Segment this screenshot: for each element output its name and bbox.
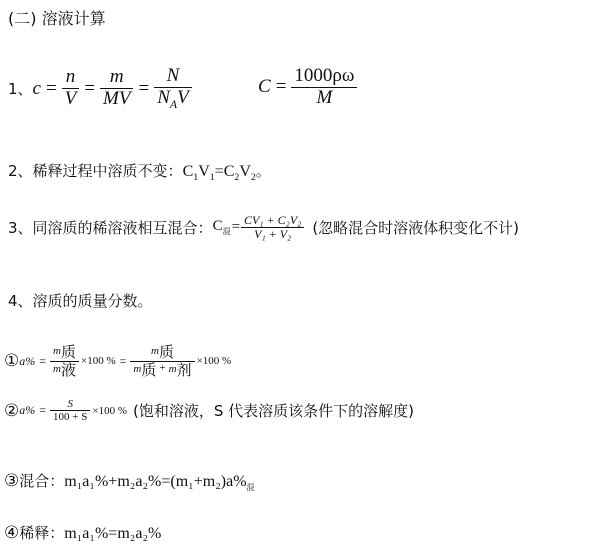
fraction-n-over-V: $\frac{n}{V}$ <box>62 67 80 110</box>
equals-sign: = <box>45 77 57 99</box>
fraction-m-over-MV: $\frac{m}{MV}$ <box>100 67 133 110</box>
formula-2-note: (饱和溶液，S 代表溶质该条件下的溶解度) <box>132 402 414 421</box>
equals-sign: = <box>275 76 287 98</box>
equals-sign: = <box>231 219 241 236</box>
mass-fraction-formula-1: ① a% = $\frac{m_质}{m_液}$ ×100 % = $\frac{m_质}{m_质 + m_剂}$ ×100 % <box>4 343 232 379</box>
equals-sign: = <box>138 77 150 99</box>
circled-3-marker: ③ <box>4 471 20 491</box>
circled-1-marker: ① <box>4 351 20 371</box>
item-3-label: 3、 <box>8 219 33 238</box>
mix-fraction: $\frac{\text{CV₁ + C₂V₂}}{\text{V₁ + V₂}}$ <box>241 214 304 241</box>
mixing-label: 混合： <box>19 472 65 490</box>
fraction-m-solute-over-sum: $\frac{m_质}{m_质 + m_剂}$ <box>130 344 194 378</box>
item-3-note: (忽略混合时溶液体积变化不计) <box>312 219 520 238</box>
item-3-text: 同溶质的稀溶液相互混合： <box>32 219 213 238</box>
item-2-row <box>8 160 271 183</box>
formula-1-row <box>8 66 192 112</box>
var-a-percent: a% <box>19 353 36 368</box>
item-2-text: 稀释过程中溶质不变： <box>32 162 183 180</box>
fraction-S-over-100-plus-S: $\frac{S}{100 + S}$ <box>50 398 90 423</box>
dilution-formula: $C_1V_1=C_2V_2$。 <box>182 162 271 184</box>
item-4-row <box>8 290 153 311</box>
item-2-label: 2、 <box>8 162 33 180</box>
fraction-1000rhoomega-over-M: $\frac{1000\rho\omega}{M}$ <box>291 66 357 109</box>
equals-sign: = <box>84 77 96 99</box>
fraction-N-over-NAV: $\frac{N}{N_AV}$ <box>154 66 191 112</box>
item-4-text: 溶质的质量分数。 <box>32 292 153 310</box>
circled-4-marker: ④ <box>4 523 20 543</box>
formula-1b-row <box>258 66 357 109</box>
dilution-equation: m₁a₁%=m₂a₂% <box>64 525 162 542</box>
var-a-percent: a% <box>19 403 36 418</box>
fraction-m-solute-over-m-solution: $\frac{m_质}{m_液}$ <box>50 344 79 378</box>
section-heading: (二) 溶液计算 <box>8 9 106 28</box>
item-3-row <box>8 214 519 241</box>
var-c: c <box>32 77 41 99</box>
item-1-label: 1、 <box>8 80 33 99</box>
mass-fraction-formula-2: ② a% = $\frac{S}{100 + S}$ ×100 % (饱和溶液，S 代表溶质该条件下的溶解度) <box>4 398 414 424</box>
item-4-label: 4、 <box>8 292 33 310</box>
mixing-equation: $m_1a_1\%+m_2a_2\%=(m_1+m_2)a\%_混$ <box>64 473 255 493</box>
dilution-mass-formula <box>4 522 161 543</box>
circled-2-marker: ② <box>4 400 20 421</box>
dilution-label: 稀释： <box>19 524 65 542</box>
var-C-mix: $C_混$ <box>212 218 231 237</box>
mixing-formula <box>4 470 255 493</box>
var-C: C <box>258 76 271 98</box>
